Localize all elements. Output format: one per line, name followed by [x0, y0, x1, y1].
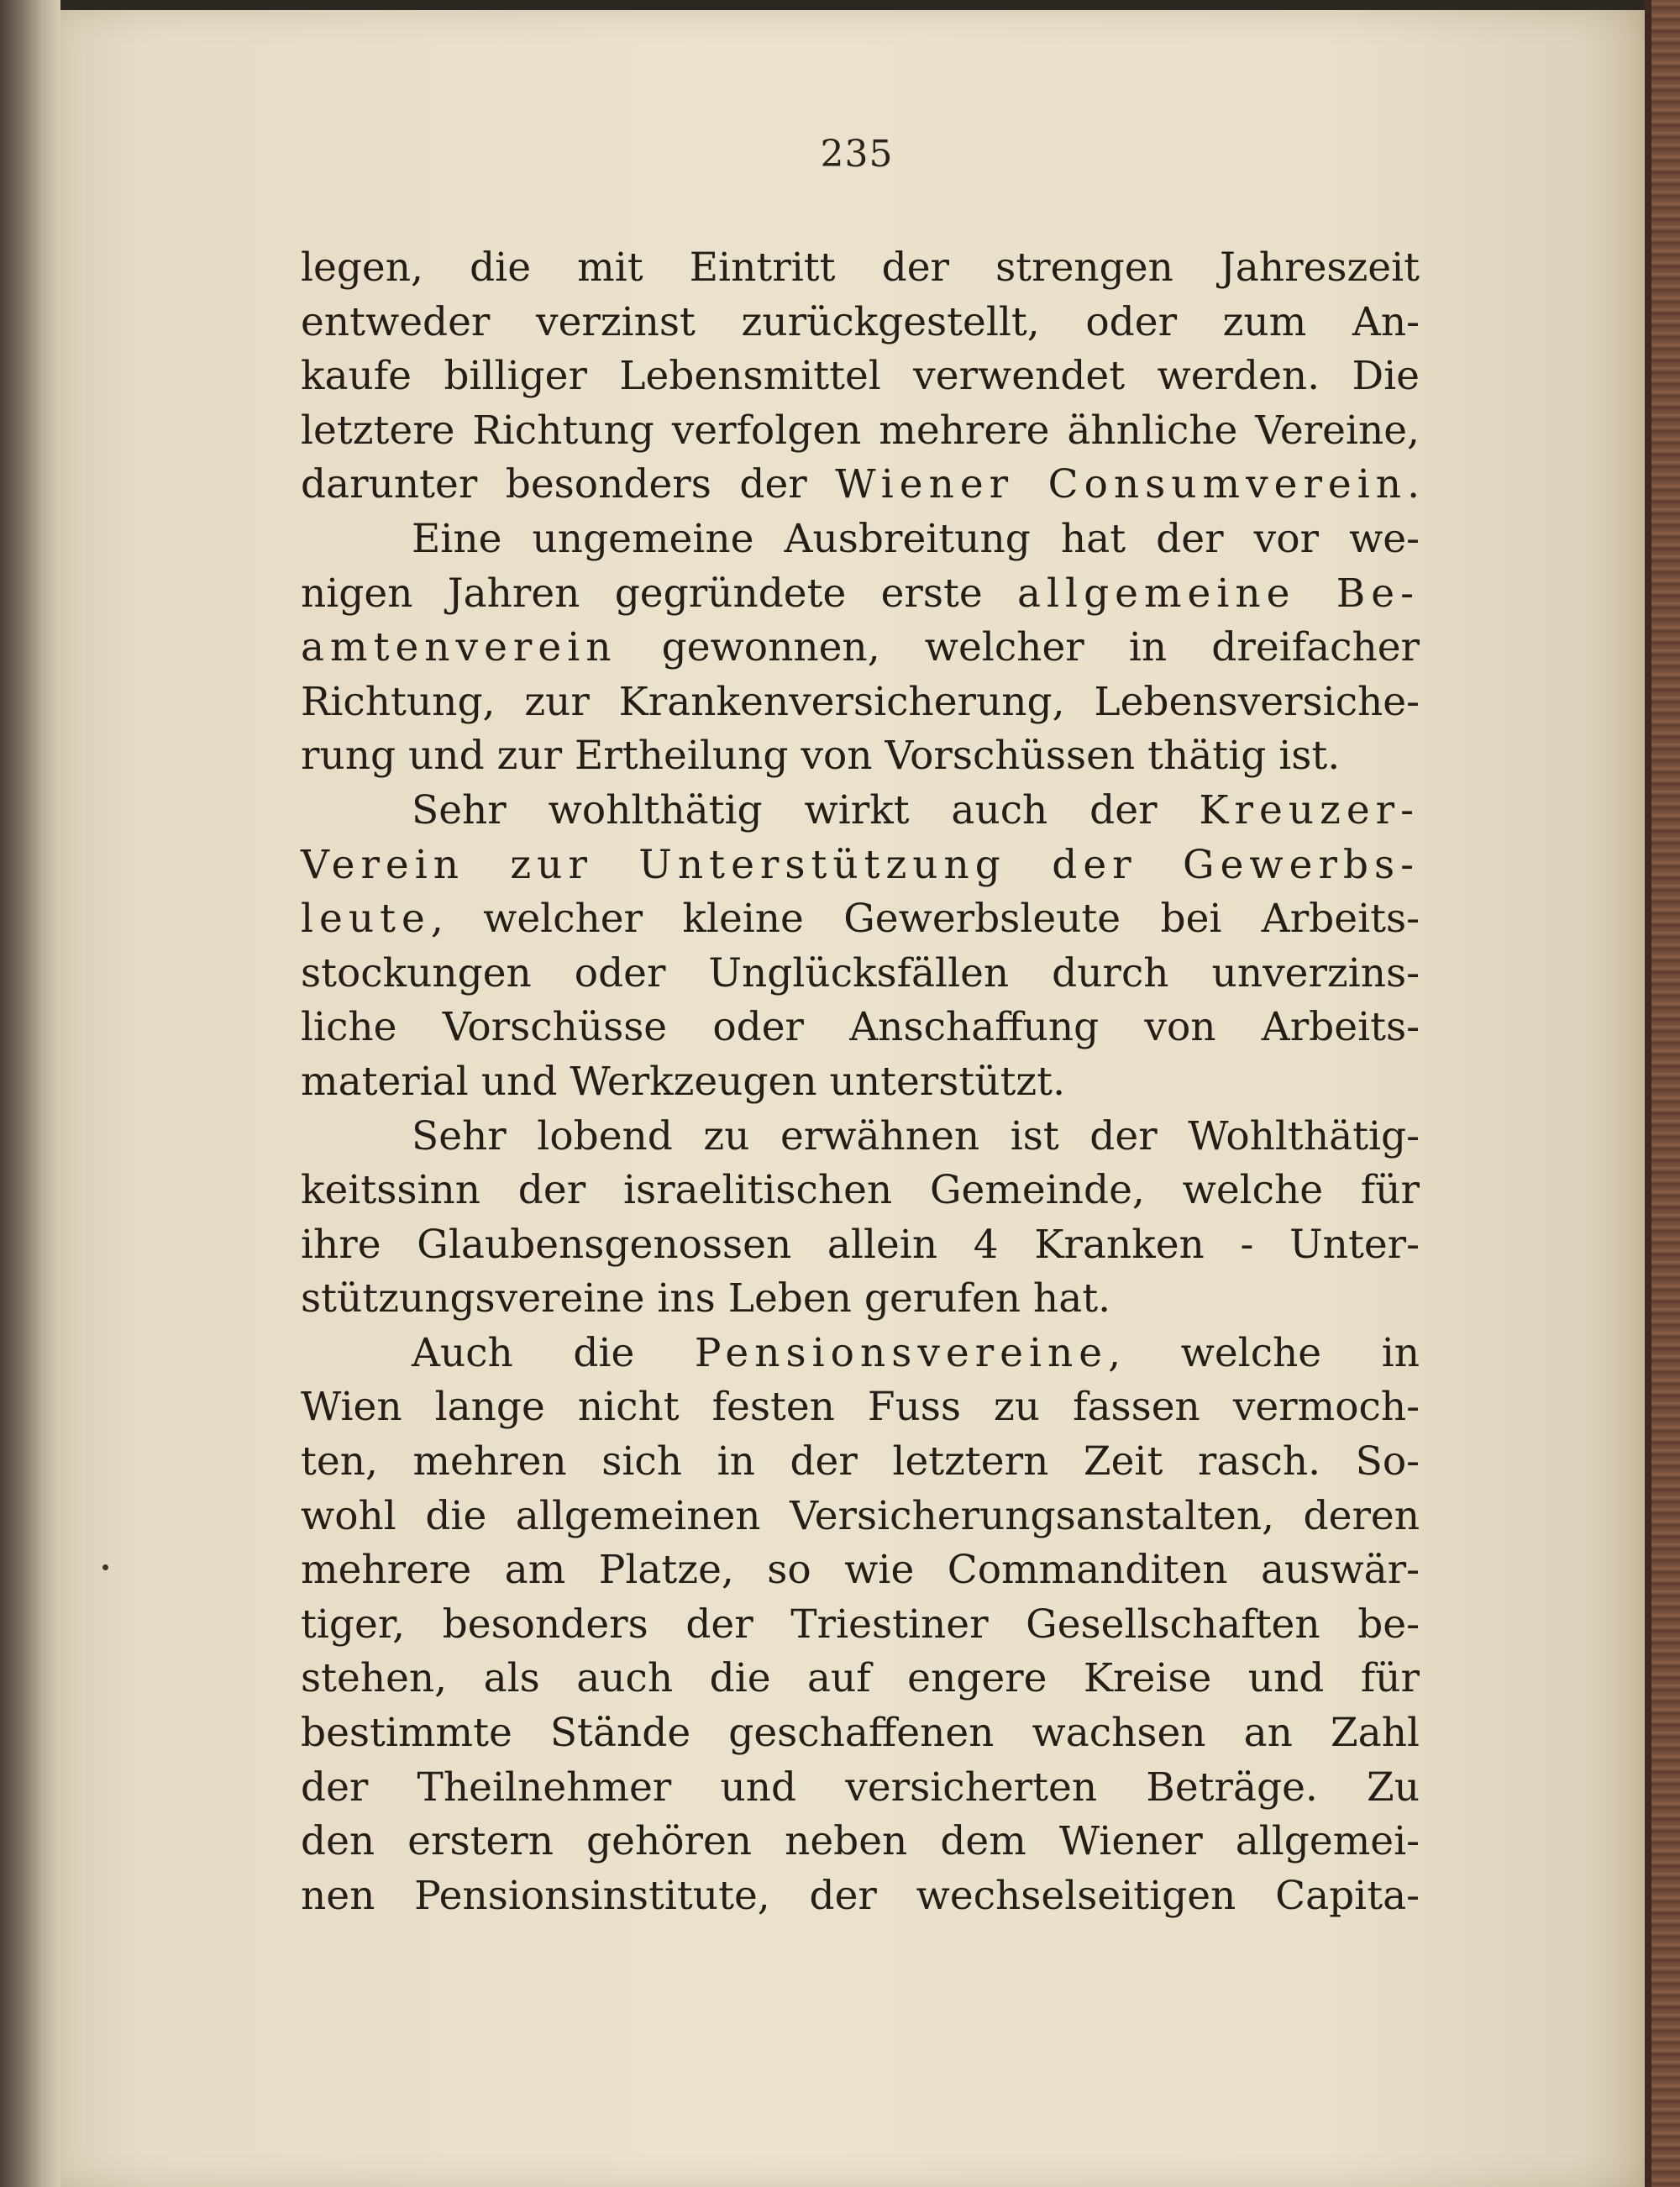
text-line: keitssinn der israelitischen Gemeinde, welche für — [301, 1167, 1420, 1214]
text-line: amtenverein gewonnen, welcher in dreifacher — [301, 624, 1420, 671]
text-line: nigen Jahren gegründete erste allgemeine Be- — [301, 570, 1420, 617]
spaced-emphasis: Verein zur Unterstützung der Gewerbs- — [301, 841, 1420, 888]
spaced-emphasis: Kreuzer- — [1199, 786, 1420, 833]
text-line: entweder verzinst zurückgestellt, oder zum An- — [301, 298, 1420, 345]
text-line: Eine ungemeine Ausbreitung hat der vor we- — [412, 515, 1420, 562]
spaced-emphasis: allgemeine Be- — [1016, 570, 1420, 617]
text-line: ihre Glaubensgenossen allein 4 Kranken - Unter- — [301, 1221, 1420, 1268]
text-line: material und Werkzeugen unterstützt. — [301, 1058, 1066, 1105]
text-line: nen Pensionsinstitute, der wechselseitigen Capita- — [301, 1872, 1420, 1919]
text-line: den erstern gehören neben dem Wiener allgemei- — [301, 1818, 1420, 1865]
text-line: legen, die mit Eintritt der strengen Jahreszeit — [301, 244, 1420, 291]
page-number: 235 — [820, 133, 894, 176]
text-line: darunter besonders der Wiener Consumverein. — [301, 461, 1420, 508]
text-line: Richtung, zur Krankenversicherung, Lebensversiche- — [301, 678, 1420, 725]
text-line: stockungen oder Unglücksfällen durch unverzins- — [301, 949, 1420, 996]
ink-speck — [102, 1564, 108, 1570]
text-line: Sehr lobend zu erwähnen ist der Wohlthätig- — [412, 1112, 1420, 1159]
text-line: rung und zur Ertheilung von Vorschüssen thätig ist. — [301, 733, 1341, 780]
spaced-emphasis: Wiener Consumverein — [835, 461, 1408, 508]
text-line: bestimmte Stände geschaffenen wachsen an Zahl — [301, 1710, 1420, 1757]
text-line: Auch die Pensionsvereine, welche in — [412, 1329, 1420, 1376]
text-line: letztere Richtung verfolgen mehrere ähnliche Vereine, — [301, 407, 1420, 454]
text-line: Sehr wohlthätig wirkt auch der Kreuzer- — [412, 786, 1420, 833]
binding-gutter — [0, 0, 60, 2187]
spaced-emphasis: leute — [301, 896, 431, 943]
text-line: mehrere am Platze, so wie Commanditen auswär- — [301, 1547, 1420, 1594]
body-text — [301, 241, 1420, 1923]
text-line: ten, mehren sich in der letztern Zeit rasch. So- — [301, 1438, 1420, 1485]
text-line: kaufe billiger Lebensmittel verwendet werden. Die — [301, 353, 1420, 400]
text-line — [301, 839, 1420, 893]
text-line: Wien lange nicht festen Fuss zu fassen vermoch- — [301, 1384, 1420, 1431]
text-line: tiger, besonders der Triestiner Gesellschaften be- — [301, 1601, 1420, 1648]
text-line: stehen, als auch die auf engere Kreise und für — [301, 1655, 1420, 1702]
text-line: der Theilnehmer und versicherten Beträge. Zu — [301, 1764, 1420, 1811]
spaced-emphasis: amtenverein — [301, 624, 617, 671]
spaced-emphasis: Pensionsvereine — [694, 1329, 1109, 1376]
text-line: liche Vorschüsse oder Anschaffung von Arbeits- — [301, 1004, 1420, 1051]
book-fore-edge — [1645, 0, 1680, 2187]
text-line: wohl die allgemeinen Versicherungsanstalten, deren — [301, 1492, 1420, 1539]
text-line: leute, welcher kleine Gewerbsleute bei Arbeits- — [301, 896, 1420, 943]
text-line: stützungsvereine ins Leben gerufen hat. — [301, 1275, 1111, 1322]
